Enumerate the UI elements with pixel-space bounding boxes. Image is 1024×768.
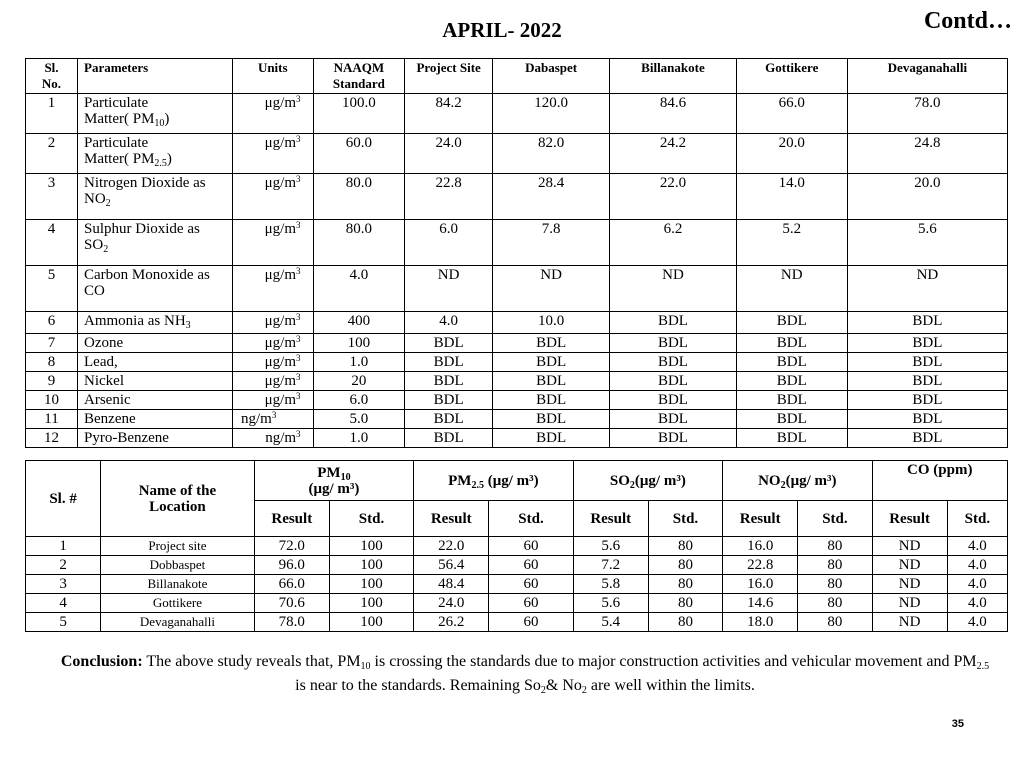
cell-unit: $\mu g/m^3$ xyxy=(232,94,313,134)
cell-devaganahalli: BDL xyxy=(847,391,1007,410)
header-sl: Sl. # xyxy=(26,461,101,537)
cell-location: Devaganahalli xyxy=(101,613,254,632)
cell-sl: 5 xyxy=(26,266,78,312)
cell-parameter: Arsenic xyxy=(78,391,233,410)
cell-sl: 3 xyxy=(26,575,101,594)
cell-billanakote: ND xyxy=(610,266,736,312)
cell-project-site: BDL xyxy=(405,410,493,429)
table-row xyxy=(26,537,1008,556)
table-row xyxy=(26,94,1008,134)
cell-gottikere: BDL xyxy=(736,410,847,429)
cell-project-site: BDL xyxy=(405,429,493,448)
cell-sl: 2 xyxy=(26,556,101,575)
cell-project-site: 4.0 xyxy=(405,312,493,334)
cell-unit: $\mu g/m^3$ xyxy=(232,334,313,353)
header-result: Result xyxy=(723,501,798,537)
cell-std: 80 xyxy=(798,575,872,594)
cell-location: Project site xyxy=(101,537,254,556)
header-std: Std. xyxy=(798,501,872,537)
cell-devaganahalli: 20.0 xyxy=(847,174,1007,220)
cell-result: 48.4 xyxy=(414,575,489,594)
cell-sl: 9 xyxy=(26,372,78,391)
cell-std: 100 xyxy=(329,613,413,632)
cell-std: 4.0 xyxy=(947,613,1007,632)
cell-std: 4.0 xyxy=(947,537,1007,556)
cell-dabaspet: BDL xyxy=(492,353,609,372)
cell-sl: 4 xyxy=(26,220,78,266)
cell-standard: 100.0 xyxy=(313,94,405,134)
table-row xyxy=(26,174,1008,220)
cell-std: 4.0 xyxy=(947,594,1007,613)
cell-parameter: Particulate Matter( $PM_{10}$) xyxy=(78,94,233,134)
header-std: Std. xyxy=(329,501,413,537)
cell-unit: $\mu g/m^3$ xyxy=(232,174,313,220)
cell-unit: $ng/m^3$ xyxy=(232,429,313,448)
table-row xyxy=(26,556,1008,575)
cell-standard: 6.0 xyxy=(313,391,405,410)
cell-sl: 11 xyxy=(26,410,78,429)
cell-result: ND xyxy=(872,613,947,632)
header-sl: Sl. No. xyxy=(26,59,78,94)
cell-sl: 10 xyxy=(26,391,78,410)
cell-standard: 80.0 xyxy=(313,220,405,266)
cell-gottikere: ND xyxy=(736,266,847,312)
cell-project-site: BDL xyxy=(405,353,493,372)
cell-std: 100 xyxy=(329,575,413,594)
cell-parameter: Nickel xyxy=(78,372,233,391)
cell-devaganahalli: BDL xyxy=(847,372,1007,391)
cell-dabaspet: ND xyxy=(492,266,609,312)
cell-unit: $\mu g/m^3$ xyxy=(232,134,313,174)
cell-devaganahalli: 24.8 xyxy=(847,134,1007,174)
cell-project-site: BDL xyxy=(405,334,493,353)
parameters-table xyxy=(25,58,1008,448)
cell-location: Billanakote xyxy=(101,575,254,594)
page-title: APRIL- 2022 xyxy=(442,18,562,42)
cell-parameter: Pyro-Benzene xyxy=(78,429,233,448)
header-devaganahalli: Devaganahalli xyxy=(847,59,1007,94)
cell-result: 70.6 xyxy=(254,594,329,613)
header-so2: $SO_2(\mu g/$ m³) xyxy=(573,461,722,501)
table-row xyxy=(26,266,1008,312)
header-dabaspet: Dabaspet xyxy=(492,59,609,94)
table-header-row xyxy=(26,461,1008,501)
cell-dabaspet: 10.0 xyxy=(492,312,609,334)
cell-result: 5.8 xyxy=(573,575,648,594)
table-row xyxy=(26,594,1008,613)
cell-result: 26.2 xyxy=(414,613,489,632)
cell-billanakote: BDL xyxy=(610,353,736,372)
cell-devaganahalli: BDL xyxy=(847,334,1007,353)
page-number: 35 xyxy=(951,718,964,730)
header-pm10: $PM_{10}$ (μg/ m³) xyxy=(254,461,413,501)
cell-gottikere: BDL xyxy=(736,372,847,391)
cell-project-site: BDL xyxy=(405,391,493,410)
header-naaqm: NAAQM Standard xyxy=(313,59,405,94)
table-row xyxy=(26,353,1008,372)
cell-result: 5.4 xyxy=(573,613,648,632)
header-std: Std. xyxy=(947,501,1007,537)
cell-unit: $\mu g/m^3$ xyxy=(232,220,313,266)
cell-standard: 100 xyxy=(313,334,405,353)
cell-standard: 20 xyxy=(313,372,405,391)
cell-gottikere: 20.0 xyxy=(736,134,847,174)
cell-result: ND xyxy=(872,537,947,556)
cell-billanakote: BDL xyxy=(610,391,736,410)
cell-result: ND xyxy=(872,575,947,594)
cell-result: 7.2 xyxy=(573,556,648,575)
cell-parameter: Ammonia as $NH_3$ xyxy=(78,312,233,334)
cell-gottikere: BDL xyxy=(736,429,847,448)
header-result: Result xyxy=(414,501,489,537)
cell-std: 80 xyxy=(648,556,722,575)
header-billanakote: Billanakote xyxy=(610,59,736,94)
cell-result: 16.0 xyxy=(723,575,798,594)
cell-sl: 12 xyxy=(26,429,78,448)
cell-dabaspet: 7.8 xyxy=(492,220,609,266)
cell-location: Dobbaspet xyxy=(101,556,254,575)
cell-result: 24.0 xyxy=(414,594,489,613)
cell-devaganahalli: ND xyxy=(847,266,1007,312)
cell-result: 96.0 xyxy=(254,556,329,575)
cell-sl: 1 xyxy=(26,94,78,134)
cell-billanakote: BDL xyxy=(610,312,736,334)
header-gottikere: Gottikere xyxy=(736,59,847,94)
cell-sl: 6 xyxy=(26,312,78,334)
header-result: Result xyxy=(872,501,947,537)
cell-std: 80 xyxy=(798,556,872,575)
cell-gottikere: 5.2 xyxy=(736,220,847,266)
cell-devaganahalli: 78.0 xyxy=(847,94,1007,134)
header-project-site: Project Site xyxy=(405,59,493,94)
cell-dabaspet: 28.4 xyxy=(492,174,609,220)
header-parameters: Parameters xyxy=(78,59,233,94)
cell-gottikere: 66.0 xyxy=(736,94,847,134)
cell-result: 18.0 xyxy=(723,613,798,632)
cell-std: 80 xyxy=(648,537,722,556)
cell-result: 72.0 xyxy=(254,537,329,556)
cell-devaganahalli: BDL xyxy=(847,353,1007,372)
cell-sl: 1 xyxy=(26,537,101,556)
table-row xyxy=(26,391,1008,410)
cell-unit: $ng/m^3$ xyxy=(232,410,313,429)
cell-project-site: ND xyxy=(405,266,493,312)
cell-unit: $\mu g/m^3$ xyxy=(232,372,313,391)
cell-std: 60 xyxy=(489,537,573,556)
cell-result: 22.0 xyxy=(414,537,489,556)
cell-sl: 7 xyxy=(26,334,78,353)
cell-sl: 3 xyxy=(26,174,78,220)
cell-devaganahalli: BDL xyxy=(847,429,1007,448)
cell-result: 66.0 xyxy=(254,575,329,594)
cell-dabaspet: BDL xyxy=(492,410,609,429)
header-result: Result xyxy=(573,501,648,537)
cell-standard: 60.0 xyxy=(313,134,405,174)
cell-parameter: Ozone xyxy=(78,334,233,353)
cell-parameter: Benzene xyxy=(78,410,233,429)
cell-location: Gottikere xyxy=(101,594,254,613)
cell-parameter: Carbon Monoxide as CO xyxy=(78,266,233,312)
cell-sl: 5 xyxy=(26,613,101,632)
cell-std: 100 xyxy=(329,537,413,556)
table-row xyxy=(26,613,1008,632)
cell-billanakote: BDL xyxy=(610,429,736,448)
continued-label: Contd… xyxy=(923,8,1012,34)
cell-std: 60 xyxy=(489,575,573,594)
header-units: Units xyxy=(232,59,313,94)
header-std: Std. xyxy=(648,501,722,537)
cell-std: 4.0 xyxy=(947,575,1007,594)
cell-std: 80 xyxy=(798,537,872,556)
cell-std: 60 xyxy=(489,594,573,613)
cell-billanakote: BDL xyxy=(610,410,736,429)
cell-result: ND xyxy=(872,556,947,575)
cell-billanakote: 84.6 xyxy=(610,94,736,134)
header-pm25: $PM_{2.5}$ (μg/ m³) xyxy=(414,461,573,501)
header-location: Name of the Location xyxy=(101,461,254,537)
cell-std: 60 xyxy=(489,556,573,575)
cell-unit: $\mu g/m^3$ xyxy=(232,353,313,372)
cell-billanakote: 6.2 xyxy=(610,220,736,266)
cell-standard: 1.0 xyxy=(313,429,405,448)
cell-std: 4.0 xyxy=(947,556,1007,575)
header-co: CO (ppm) xyxy=(872,461,1007,501)
header-result: Result xyxy=(254,501,329,537)
cell-result: ND xyxy=(872,594,947,613)
table-row xyxy=(26,429,1008,448)
cell-result: 5.6 xyxy=(573,537,648,556)
cell-billanakote: 22.0 xyxy=(610,174,736,220)
cell-unit: $\mu g/m^3$ xyxy=(232,391,313,410)
cell-result: 14.6 xyxy=(723,594,798,613)
cell-project-site: 24.0 xyxy=(405,134,493,174)
cell-devaganahalli: BDL xyxy=(847,312,1007,334)
cell-gottikere: BDL xyxy=(736,334,847,353)
table-row xyxy=(26,372,1008,391)
cell-standard: 4.0 xyxy=(313,266,405,312)
cell-std: 80 xyxy=(648,594,722,613)
cell-sl: 4 xyxy=(26,594,101,613)
cell-dabaspet: 82.0 xyxy=(492,134,609,174)
cell-dabaspet: BDL xyxy=(492,372,609,391)
cell-dabaspet: BDL xyxy=(492,334,609,353)
cell-sl: 8 xyxy=(26,353,78,372)
cell-std: 100 xyxy=(329,594,413,613)
cell-standard: 400 xyxy=(313,312,405,334)
cell-result: 16.0 xyxy=(723,537,798,556)
table-header-row xyxy=(26,59,1008,94)
header-no2: $NO_2(\mu g/$ m³) xyxy=(723,461,872,501)
cell-parameter: Particulate Matter( $PM_{2.5}$) xyxy=(78,134,233,174)
cell-standard: 1.0 xyxy=(313,353,405,372)
table-row xyxy=(26,312,1008,334)
cell-billanakote: BDL xyxy=(610,334,736,353)
table-row xyxy=(26,134,1008,174)
cell-parameter: Sulphur Dioxide as $SO_2$ xyxy=(78,220,233,266)
cell-std: 80 xyxy=(798,613,872,632)
cell-project-site: 22.8 xyxy=(405,174,493,220)
cell-project-site: 84.2 xyxy=(405,94,493,134)
cell-unit: $\mu g/m^3$ xyxy=(232,266,313,312)
cell-std: 80 xyxy=(798,594,872,613)
cell-standard: 80.0 xyxy=(313,174,405,220)
cell-unit: $\mu g/m^3$ xyxy=(232,312,313,334)
cell-devaganahalli: 5.6 xyxy=(847,220,1007,266)
table-row xyxy=(26,334,1008,353)
table-row xyxy=(26,220,1008,266)
cell-gottikere: 14.0 xyxy=(736,174,847,220)
cell-std: 80 xyxy=(648,613,722,632)
conclusion-text: Conclusion: The above study reveals that, $PM_{10}$ is crossing the standards due to major construction activities and vehicular movement and $PM_{2.5}$ is near to the standards. Remaining $So_2\&$ $No_2$ are well within the limits. xyxy=(60,653,990,696)
cell-result: 22.8 xyxy=(723,556,798,575)
header-std: Std. xyxy=(489,501,573,537)
cell-gottikere: BDL xyxy=(736,391,847,410)
cell-devaganahalli: BDL xyxy=(847,410,1007,429)
cell-parameter: Nitrogen Dioxide as $NO_2$ xyxy=(78,174,233,220)
cell-result: 78.0 xyxy=(254,613,329,632)
cell-dabaspet: BDL xyxy=(492,429,609,448)
cell-billanakote: 24.2 xyxy=(610,134,736,174)
cell-std: 80 xyxy=(648,575,722,594)
cell-gottikere: BDL xyxy=(736,353,847,372)
cell-project-site: BDL xyxy=(405,372,493,391)
cell-billanakote: BDL xyxy=(610,372,736,391)
location-summary-table xyxy=(25,460,1008,632)
cell-sl: 2 xyxy=(26,134,78,174)
cell-dabaspet: 120.0 xyxy=(492,94,609,134)
cell-result: 5.6 xyxy=(573,594,648,613)
cell-dabaspet: BDL xyxy=(492,391,609,410)
cell-result: 56.4 xyxy=(414,556,489,575)
cell-standard: 5.0 xyxy=(313,410,405,429)
table-row xyxy=(26,410,1008,429)
cell-parameter: Lead, xyxy=(78,353,233,372)
cell-std: 60 xyxy=(489,613,573,632)
cell-project-site: 6.0 xyxy=(405,220,493,266)
cell-gottikere: BDL xyxy=(736,312,847,334)
table-row xyxy=(26,575,1008,594)
cell-std: 100 xyxy=(329,556,413,575)
